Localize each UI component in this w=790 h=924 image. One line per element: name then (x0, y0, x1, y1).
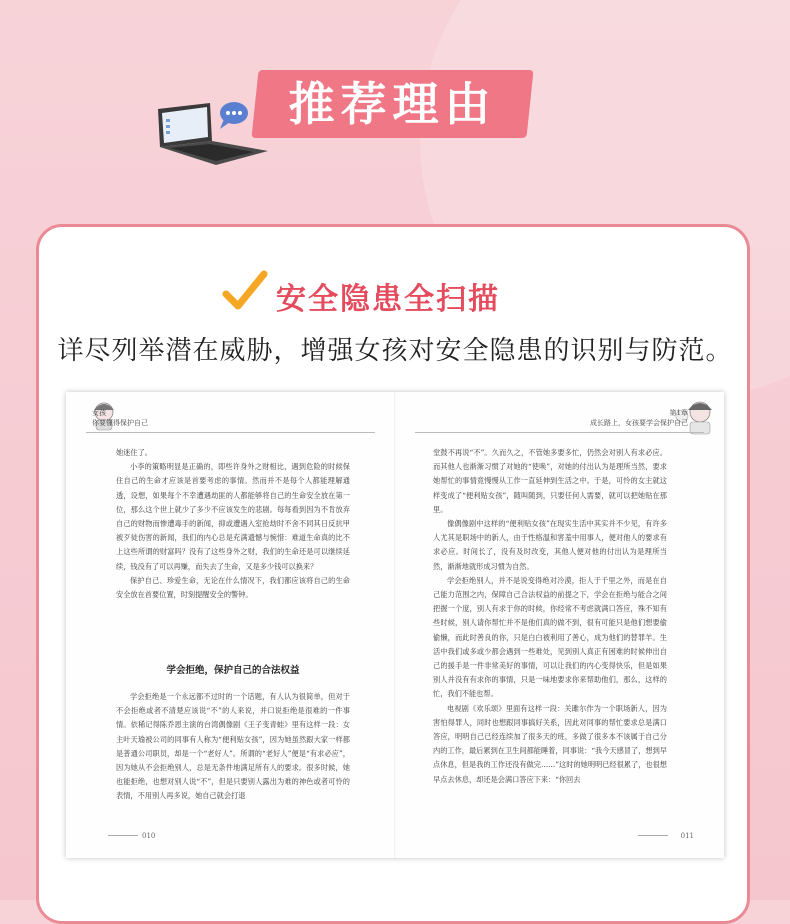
folio-ornament (638, 835, 668, 836)
right-page (395, 392, 724, 858)
paragraph: 像偶像剧中这样的“便利贴女孩”在现实生活中其实并不少见，有许多人尤其是职场中的新人，由于性格温和害羞中用事人，便对他人的要求有求必应。时间长了，没有及时改变，其他人便对他的付出认为是理所当然，渐渐地就形成习惯为自然。 (433, 519, 667, 571)
page-number-left: 010 (142, 832, 156, 840)
header-rule (86, 432, 375, 433)
running-head-subtitle: 你要懂得保护自己 (92, 419, 148, 427)
left-page (66, 392, 395, 858)
running-head-title: 女孩 (92, 409, 106, 417)
section-title: 安全隐患全扫描 (276, 282, 500, 317)
checkmark-icon (222, 268, 268, 314)
folio-ornament (108, 835, 138, 836)
left-body-text-top (116, 446, 350, 602)
running-head-chapter: 第1章 (669, 409, 688, 417)
speech-bubble-icon (220, 102, 248, 129)
right-body-text (433, 446, 667, 787)
paragraph: 她迷住了。 (116, 448, 152, 457)
paragraph: 学会拒绝是一个永远都不过时的一个话题，有人认为很简单，但对于不会拒绝或者不清楚应该说“不”的人来说，并口说拒绝是很难的一件事情。依稀记得陈乔恩主演的台湾偶像剧《王子变青蛙》里有这样一段：女主叶天瑜被公司的同事有人称为“便利贴女孩”，因为她虽然跟大家一样都是普通公司职员，却是一个“老好人”。所谓的“老好人”便是“有求必应”，因为她从不会拒绝别人，总是无条件地满足所有人的要求。很多时候，她也能拒绝，也想对别人说“不”，但是只要别人露出为难的神色或者可怜的表情，不用别人再多说，她自己就会打退 (116, 692, 350, 801)
banner-title: 推荐理由 (288, 77, 497, 131)
paragraph: 电视剧《欢乐颂》里面有这样一段：关雎尔作为一个职场新人，因为害怕得罪人，同时也想跟同事搞好关系，因此对同事的帮忙要求总是满口答应，明明自己已经连续加了很多天的班，多做了很多本不该属于自己分内的工作，最后累到在卫生间都能睡着，同事说：“我今天感冒了，想到早点休息，但是我的工作还没有做完……”这时的她明明已经很累了，也很想早点去休息，却还是会满口答应下来：“你回去 (433, 703, 667, 784)
section-description: 详尽列举潜在威胁，增强女孩对安全隐患的识别与防范。 (57, 336, 733, 366)
header-rule (415, 432, 704, 433)
left-body-text-bottom (116, 690, 350, 804)
book-spread-image (66, 392, 724, 858)
right-running-head (590, 408, 688, 428)
paragraph: 学会拒绝别人，并不是说变得绝对冷漠，拒人于千里之外，而是在自己能力范围之内，保障自己合法权益的前提之下，学会在拒绝与能合之间把握一个度，别人有求于你的时候，你经常不考虑就满口答应，殊不知有些时候，别人请你帮忙并不是他们真的做不到，很有可能只是他们想要偷偷懒，而此时善良的你，只是白白被利用了善心，成为他们的替罪羊。生活中我们或多或少都会遇到一些难处，见到别人真正有困难的时候伸出自己的援手是一件非常美好的事情，可以让我们的内心变得快乐，但是如果别人并没有有求你的事情，只是一味地要求你来帮助他们，那么，这样的忙，我们不能也帮。 (433, 575, 667, 699)
chapter-heading: 学会拒绝，保护自己的合法权益 (166, 665, 300, 676)
running-head-chapter-title: 成长路上，女孩要学会保护自己 (590, 419, 688, 427)
paragraph: 小李的策略明显是正确的，即些许身外之财相比，遇到危险的时候保住自己的生命才应该是首要考虑的事情。然而并不是每个人都能理解通透，设想，如果每个不幸遭遇劫匪的人都能够将自己的生命安全放在第一位，那么这个世上就少了多少不应该发生的悲剧。每每看到因为不肯放弃自己的财物而惨遭毒手的新闻，抑或遭遇入室抢劫时不舍不同其日反抗甲被歹徒伤害的新闻，我们的内心总是充满遗憾与惋惜：难道生命真的比不上这些所谓的财富吗？没有了这些身外之财，我们的生命还是可以继续延续，钱没有了可以再赚，而失去了生命，又是多少钱可以换来？ (116, 462, 350, 571)
page-number-right: 011 (680, 832, 694, 840)
left-running-head (92, 408, 148, 428)
paragraph: 堂鼓不再说“不”。久而久之，不管她多要多忙，仍然会对别人有求必应。而其他人也渐渐习惯了对她的“使唤”，对她的付出认为是理所当然，要求她帮忙的事情竟慢慢从工作一直延伸到生活之中。于是，可怜的女主就这样变成了“便利贴女孩”，随叫随到，只要任何人需要，就可以把她贴在那里。 (433, 448, 667, 514)
paragraph: 保护自己、珍爱生命，无论在什么情况下，我们都应该将自己的生命安全放在首要位置，时刻提醒安全的警钟。 (116, 575, 350, 600)
